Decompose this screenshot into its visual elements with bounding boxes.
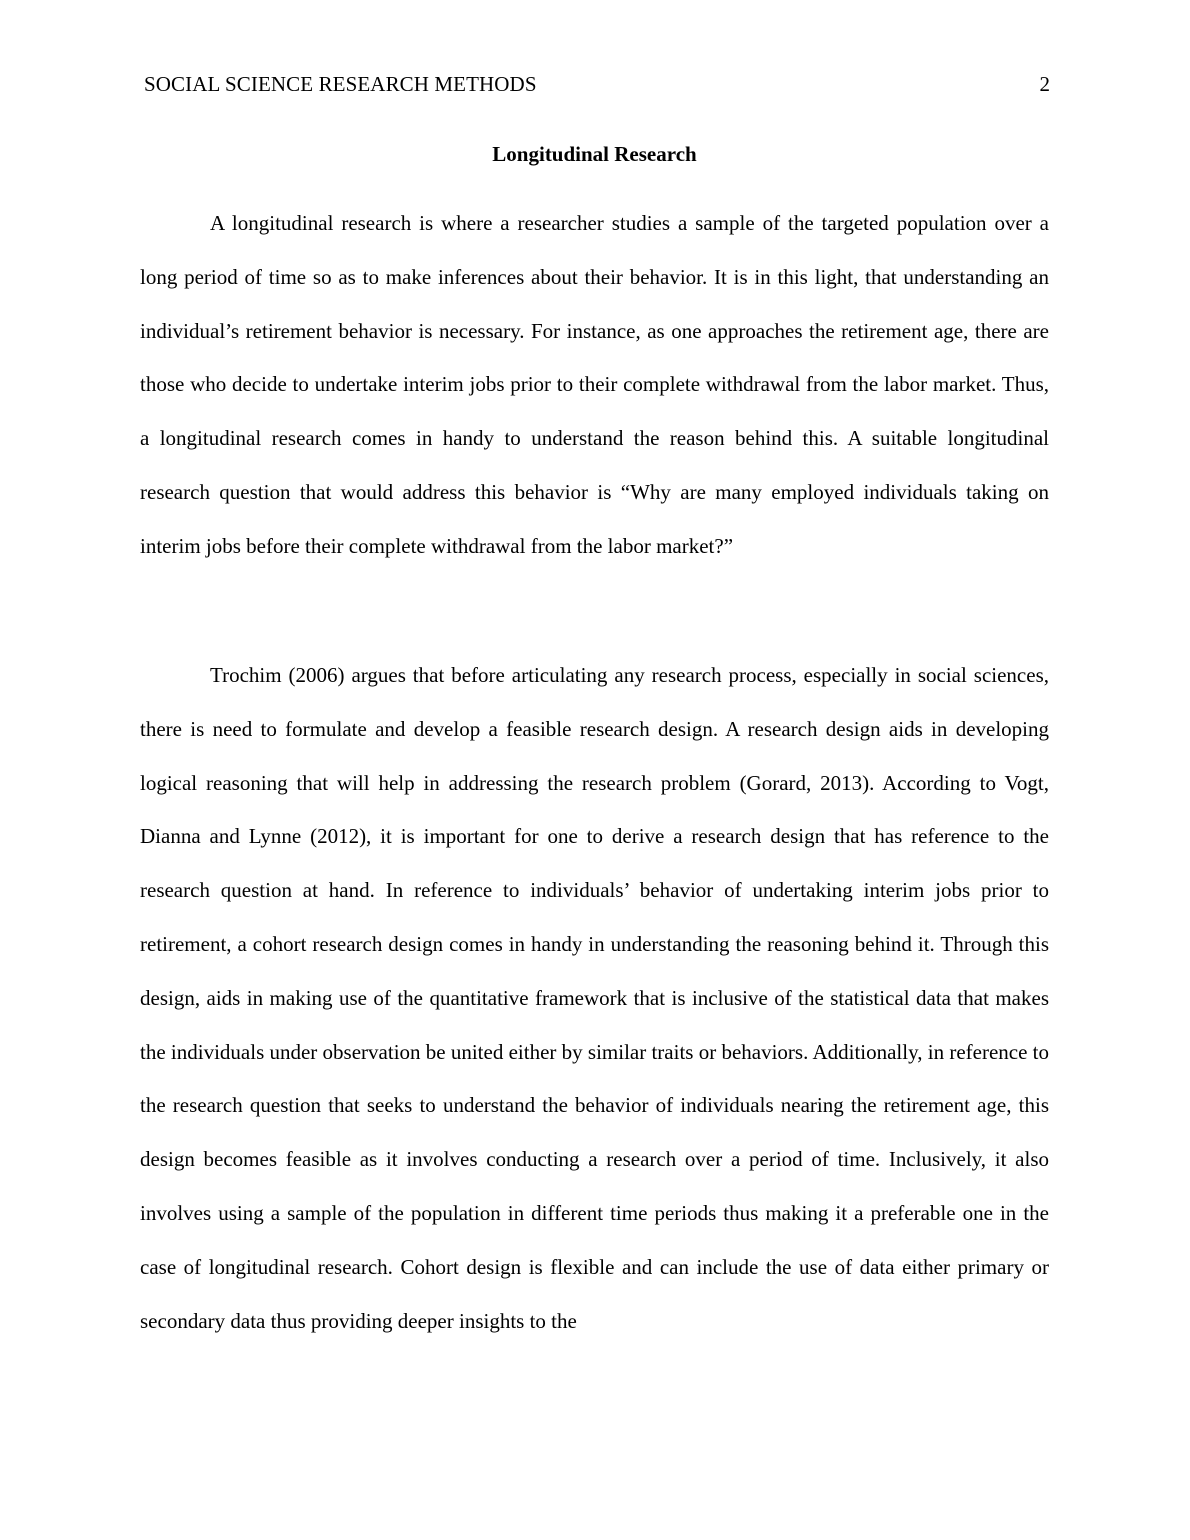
running-head: SOCIAL SCIENCE RESEARCH METHODS [144,72,537,96]
body-paragraph-2: Trochim (2006) argues that before articulating any research process, especially in social sciences, there is need to formulate and develop a feasible research design. A research design aids in developing logical reasoning that will help in addressing the research problem (Gorard, 2013). According to Vogt, Dianna and Lynne (2012), it is important for one to derive a research design that has reference to the research question at hand. In reference to individuals’ behavior of undertaking interim jobs prior to retirement, a cohort research design comes in handy in understanding the reasoning behind it. Through this design, aids in making use of the quantitative framework that is inclusive of the statistical data that makes the individuals under observation be united either by similar traits or behaviors. Additionally, in reference to the research question that seeks to understand the behavior of individuals nearing the retirement age, this design becomes feasible as it involves conducting a research over a period of time. Inclusively, it also involves using a sample of the population in different time periods thus making it a preferable one in the case of longitudinal research. Cohort design is flexible and can include the use of data either primary or secondary data thus providing deeper insights to the [140,663,1049,1333]
body-paragraph-1: A longitudinal research is where a researcher studies a sample of the targeted population over a long period of time so as to make inferences about their behavior. It is in this light, that understanding an individual’s retirement behavior is necessary. For instance, as one approaches the retirement age, there are those who decide to undertake interim jobs prior to their complete withdrawal from the labor market. Thus, a longitudinal research comes in handy to understand the reason behind this. A suitable longitudinal research question that would address this behavior is “Why are many employed individuals taking on interim jobs before their complete withdrawal from the labor market?” [140,211,1049,558]
page-number: 2 [1039,72,1050,96]
section-title: Longitudinal Research [492,142,697,166]
